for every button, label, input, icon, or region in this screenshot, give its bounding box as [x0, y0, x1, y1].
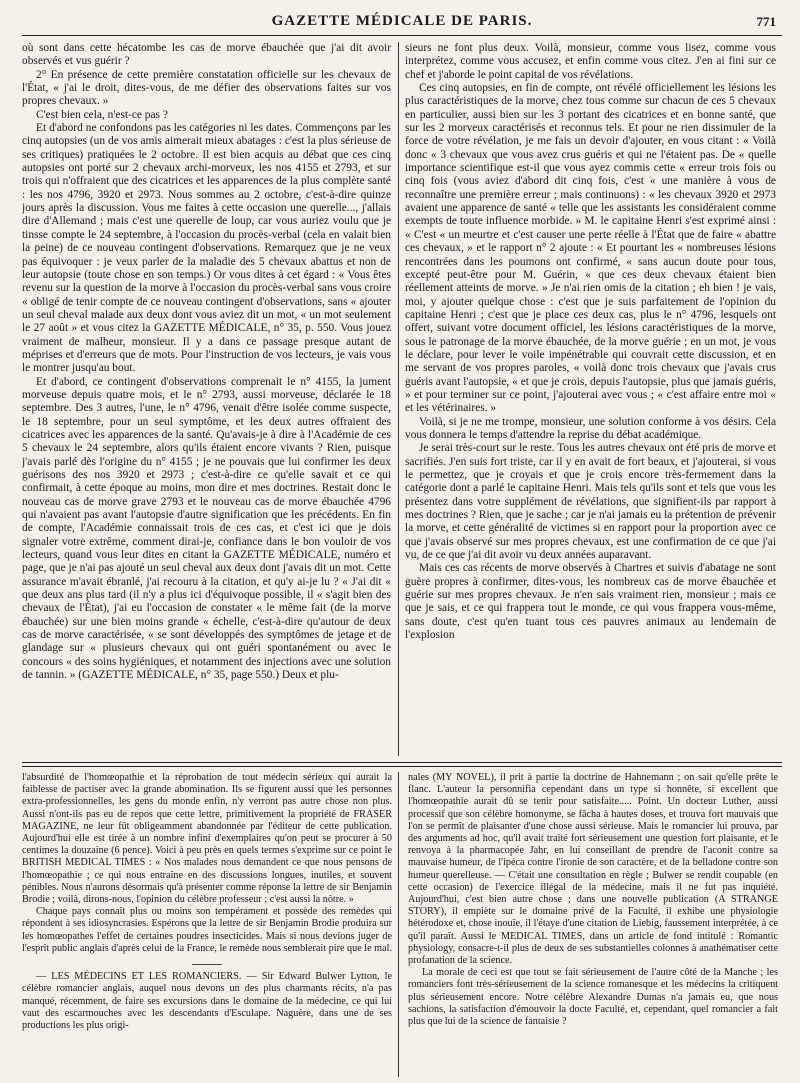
- paragraph: La morale de ceci est que tout se fait sérieusement de l'autre côté de la Manche ; les romanciers font très-sérieusement de la science romanesque et les médecins la critiquent plus sérieusement encore. Notre célèbre Alexandre Dumas n'a jamais eu, que nous sachions, la satisfaction d'émouvoir la docte Faculté, et, cependant, quel romancier a fait plus que lui de la science de fantaisie ?: [408, 967, 778, 1028]
- paragraph: Ces cinq autopsies, en fin de compte, ont révélé officiellement les lésions les plus caractéristiques de la morve, chez tous comme sur chacun de ces 5 chevaux en particulier, aussi bien sur les 3 portant des cicatrices et en bonne santé, que sur les 2 morveux caractérisés et reconnus tels. Et pour ne rien dissimuler de la force de votre révélation, je me fais un devoir d'ajouter, en vous citant : « Voilà donc « 3 chevaux que vous avez crus guéris et qui ne l'étaient pas. De « quelle importance scientifique est-il que vous ayez commis cette « erreur trois fois ou cinq fois (vous aviez d'abord dit cinq fois, c'est « une manière à vous de reconnaître une première erreur ; mais continuons) : « les chevaux 3920 et 2973 avaient une apparence de santé « telle que les assistants les considéraient comme exempts de toute influence morbide. » M. le capitaine Henri s'est exprimé ainsi : « C'est « un meurtre et c'est causer une perte réelle à l'État que de faire « abattre ces chevaux, » et le rapport n° 2 ajoute : « Et pourtant les « nombreuses lésions rencontrées dans les poumons ont confirmé, « sans aucun doute pour tous, excepté peut-être pour M. Guérin, « que ces deux chevaux étaient bien réellement atteints de morve. » Je n'ai rien omis de la citation ; eh bien ! je vais, moi, y ajouter quelque chose : c'est que je suis parfaitement de l'opinion du capitaine Henri ; c'est que je place ces deux cas, plus le n° 4796, lesquels ont offert, suivant votre document officiel, les lésions caractéristiques de la morve, sous le patronage de la morve ébauchée, de la morve guérie ; en un mot, je vous le déclare, pour lever le voile impénétrable qui couvrait cette discussion, et en me servant de vos propres paroles, « voilà donc trois chevaux que j'avais crus guéris avant l'autopsie, « et que je crois, depuis l'autopsie, plus que jamais guéris, » et pour terminer sur ce point, j'ajouterai avec vous ; « c'est affaire entre moi « et les vétérinaires. »: [405, 82, 776, 415]
- paragraph: Et d'abord, ce contingent d'observations comprenait le n° 4155, la jument morveuse depuis quatre mois, et le n° 2793, aussi morveuse, déclarée le 18 septembre. Des 3 autres, l'une, le n° 4796, venait d'être isolée comme suspecte, le 18 septembre, pour un seul symptôme, et les deux autres offraient des cicatrices avec les apparences de la santé. Qu'avais-je à dire à l'Académie de ces 5 chevaux le 24 septembre, alors qu'ils étaient encore vivants ? Rien, puisque j'avais parlé dès l'origine du n° 4155 ; je ne pouvais que lui confirmer les deux guérisons des nos 3920 et 2973 ; c'est-à-dire ce qu'elle savait et ce qui confirmait, à cette époque au moins, mon dire et mes doctrines. Restait donc le nouveau cas de morve grave 2793 et le nouveau cas de morve ébauchée 4796 qui n'avaient pas avant l'autopsie d'autre signification que les précédents. En fin de compte, l'Académie connaissait trois de ces cas, et c'est ici que je dois signaler votre extrême, comment dirai-je, confiance dans le bon vouloir de vos lecteurs, quand vous leur dites en citant la GAZETTE MÉDICALE, numéro et page, que je n'ai pas ajouté un seul cheval aux deux dont j'avais dit un mot. Cette assurance m'avait ébranlé, j'ai recouru à la citation, et qu'y ai-je lu ? « J'ai dit « que deux ans plus tard (il n'y a plus ici d'équivoque possible, il « s'agit bien des chevaux de l'État), j'ai eu l'occasion de constater « le même fait (de la morve ébauchée) sur une bien moins grande « échelle, c'est-à-dire qu'autour de deux cas de morve caractérisée, « se sont développés des symptômes de jetage et de glandage sur « plusieurs chevaux qui ont guéri spontanément ou avec le concours « des soins hygiéniques, et notamment des injections avec une solution de tannin. » (GAZETTE MÉDICALE, n° 35, page 550.) Deux et plu-: [22, 375, 391, 682]
- paragraph: Voilà, si je ne me trompe, monsieur, une solution conforme à vos désirs. Cela vous donnera le temps d'attendre la reprise du débat académique.: [405, 415, 776, 441]
- paragraph: Chaque pays connaît plus ou moins son tempérament et possède des remèdes qui répondent à ses idiosyncrasies. Espérons que la lettre de sir Benjamin Brodie produira sur les homœopathes l'effet de certaines poudres insecticides. Mais si nous devions juger de l'esprit public anglais d'après celui de la France, le remède nous semblerait pire que le mal.: [22, 906, 392, 954]
- feuilleton-left-column: [22, 772, 392, 1077]
- column-divider: [398, 42, 399, 756]
- paragraph: C'est bien cela, n'est-ce pas ?: [36, 108, 168, 121]
- paragraph: Mais ces cas récents de morve observés à Chartres et suivis d'abatage ne sont guère propres à confirmer, dites-vous, les nombreux cas de morve ébauchée et guérie sur mes propres chevaux. Je n'en sais vraiment rien, monsieur ; mais ce que je sais, et ce qui frappera tout le monde, ce qui vous frappera vous-même, sans doute, c'est qu'en tuant tous ces pauvres animaux au lendemain de l'explosion: [405, 562, 776, 642]
- feuilleton-right-column: [408, 772, 778, 1077]
- paragraph: sieurs ne font plus deux. Voilà, monsieur, comme vous lisez, comme vous interprétez, comme vous accusez, et enfin comme vous citez. J'en ai fini sur ce chef et j'aborde le point capital de vos révélations.: [405, 42, 776, 81]
- page-number: 771: [756, 14, 776, 29]
- paragraph: 2° En présence de cette première constatation officielle sur les chevaux de l'État, « j'ai le droit, dites-vous, de me défier des observations faites sur vos propres chevaux. »: [22, 68, 391, 108]
- paragraph: Et d'abord ne confondons pas les catégories ni les dates. Commençons par les cinq autopsies (un de vos amis aimerait mieux abatages : c'est la plus sérieuse de ses critiques) pratiquées le 2 octobre. Il est bien acquis au débat que ces cinq autopsies ont porté sur 2 chevaux archi-morveux, les nos 4155 et 2793, et sur trois qui n'offraient que des cicatrices et les apparences de la plus complète santé : les nos 4796, 3920 et 2973. Nous sommes au 2 octobre, c'est-à-dire quinze jours après la discussion. Vous me faites à cette occasion une querelle..., j'allais dire d'Allemand ; mais c'est une querelle de loup, car vous auriez voulu que je tinsse compte le 24 septembre, à l'occasion du procès-verbal (cela en valait bien la peine) de ce nouveau contingent d'observations. Remarquez que je ne veux pas équivoquer : je veux parler de la maladie des 5 chevaux abattus et non de leur autopsie (toute chose en son temps.) Or vous dites à cet égard : « Vous êtes revenu sur la question de la morve à l'occasion du procès-verbal sans vous croire « obligé de tenir compte de ce nouveau contingent d'observations, sans « ajouter un seul cheval malade aux deux dont vous aviez dit un mot, « un mot seulement le 27 août » et vous citez la GAZETTE MÉDICALE, n° 35, p. 550. Vous jouez vraiment de malheur, monsieur. Il y a dans ce passage presque autant de méprises et d'erreurs que de mots. Pour l'instruction de vos lecteurs, je vais vous le montrer jusqu'au bout.: [22, 122, 391, 375]
- column-divider: [398, 772, 399, 1077]
- section-divider: [22, 766, 782, 767]
- section-divider: [22, 762, 782, 763]
- paragraph: Je serai très-court sur le reste. Tous les autres chevaux ont été pris de morve et sacrifiés. J'en suis fort triste, car il y en avait de fort beaux, et j'ajouterai, si vous le permettez, que je croyais et que je crois encore très-fermement dans la catégorie dont a parlé le capitaine Henri. Mais tels qu'ils sont et tels que vous les présentez dans votre supplément de révélations, que signifient-ils par rapport à mes doctrines ? Rien, que je sache ; car je n'ai jamais eu la prétention de prévenir la morve, et cette généralité de victimes si en rapport pour la proportion avec ce que j'avais observé sur mes propres chevaux, est une confirmation de ce que j'ai vu, de ce que j'ai dit avoir vu deux années auparavant.: [405, 442, 776, 562]
- main-article-left-column: [22, 42, 391, 756]
- separator-rule: [22, 957, 392, 969]
- paragraph: l'absurdité de l'homœopathie et la réprobation de tout médecin sérieux qui aurait la faiblesse de pactiser avec la grande abomination. Ils se figurent aussi que les personnes extra-professionnelles, les gens du monde enfin, n'y verront pas autre chose non plus. Aussi n'ont-ils pas eu de repos que cette lettre, primitivement la propriété de FRASER MAGAZINE, ne leur fût obligeamment abandonnée par l'éditeur de cette publication. Aujourd'hui elle est tirée à un nombre infini d'exemplaires qu'on peut se procurer à 50 centimes la douzaine (6 pence). Voici à peu près en quels termes s'exprime sur ce point le BRITISH MEDICAL TIMES : « Nos malades nous demandent ce que nous pensons de l'homœopathie ; ce qui nous entraîne en des discussions longues, inutiles, et souvent pénibles. Nous n'aurons désormais qu'à présenter comme réponse la lettre de sir Benjamin Brodie ; voilà, dirons-nous, l'opinion du célèbre professeur ; c'est aussi la nôtre. »: [22, 772, 392, 906]
- page-header: [22, 4, 782, 36]
- paragraph: nales (MY NOVEL), il prit à partie la doctrine de Hahnemann ; on sait qu'elle prête le flanc. L'auteur la personnifia cependant dans un type si honnête, si excellent que l'homœopathie aurait dû se tenir pour satisfaite..... Point. Un docteur Luther, aussi processif que son célèbre homonyme, se fâcha à hautes doses, et trouva fort mauvais que l'on se permît de plaisanter d'une chose aussi sérieuse. Mais le romancier lui prouva, par des arguments ad hoc, qu'il avait traité fort sérieusement une question fort plaisante, et le renvoya à la pharmacopée Jahr, en lui conseillant de prendre de l'aconit contre sa mauvaise humeur, de l'ipéca contre l'ironie de son caractère, et de la belladone contre son humeur querelleuse. — C'était une consultation en règle ; Bulwer se rendit coupable (en cette occasion) de l'exercice illégal de la médecine, mais il ne fut pas inquiété. Aujourd'hui, c'est bien autre chose ; dans une nouvelle publication (A STRANGE STORY), il empiète sur le domaine privé de la Faculté, il exhibe une physiologie hétérodoxe et, chose inouïe, il l'étaye d'une citation de Liebig, faussement interprétée, à ce qu'il paraît. Aussi le MEDICAL TIMES, dans un article de fond intitulé : Romantic physiology, consacre-t-il plus de deux de ses substantielles colonnes à anathématiser cette profanation de la science.: [408, 772, 778, 967]
- main-article-right-column: [405, 42, 776, 756]
- paragraph: — LES MÉDECINS ET LES ROMANCIERS. — Sir Edward Bulwer Lytton, le célèbre romancier anglais, auquel nous devons un des plus charmants récits, n'a pas manqué, récemment, de faire ses excursions dans le domaine de la médecine, ce qui lui vaut des escarmouches avec les descendants d'Esculape. Naguère, dans une de ses productions les plus origi-: [22, 971, 392, 1032]
- journal-title: GAZETTE MÉDICALE DE PARIS.: [271, 13, 533, 29]
- paragraph: où sont dans cette hécatombe les cas de morve ébauchée que j'ai dit avoir observés et vus guérir ?: [22, 42, 391, 68]
